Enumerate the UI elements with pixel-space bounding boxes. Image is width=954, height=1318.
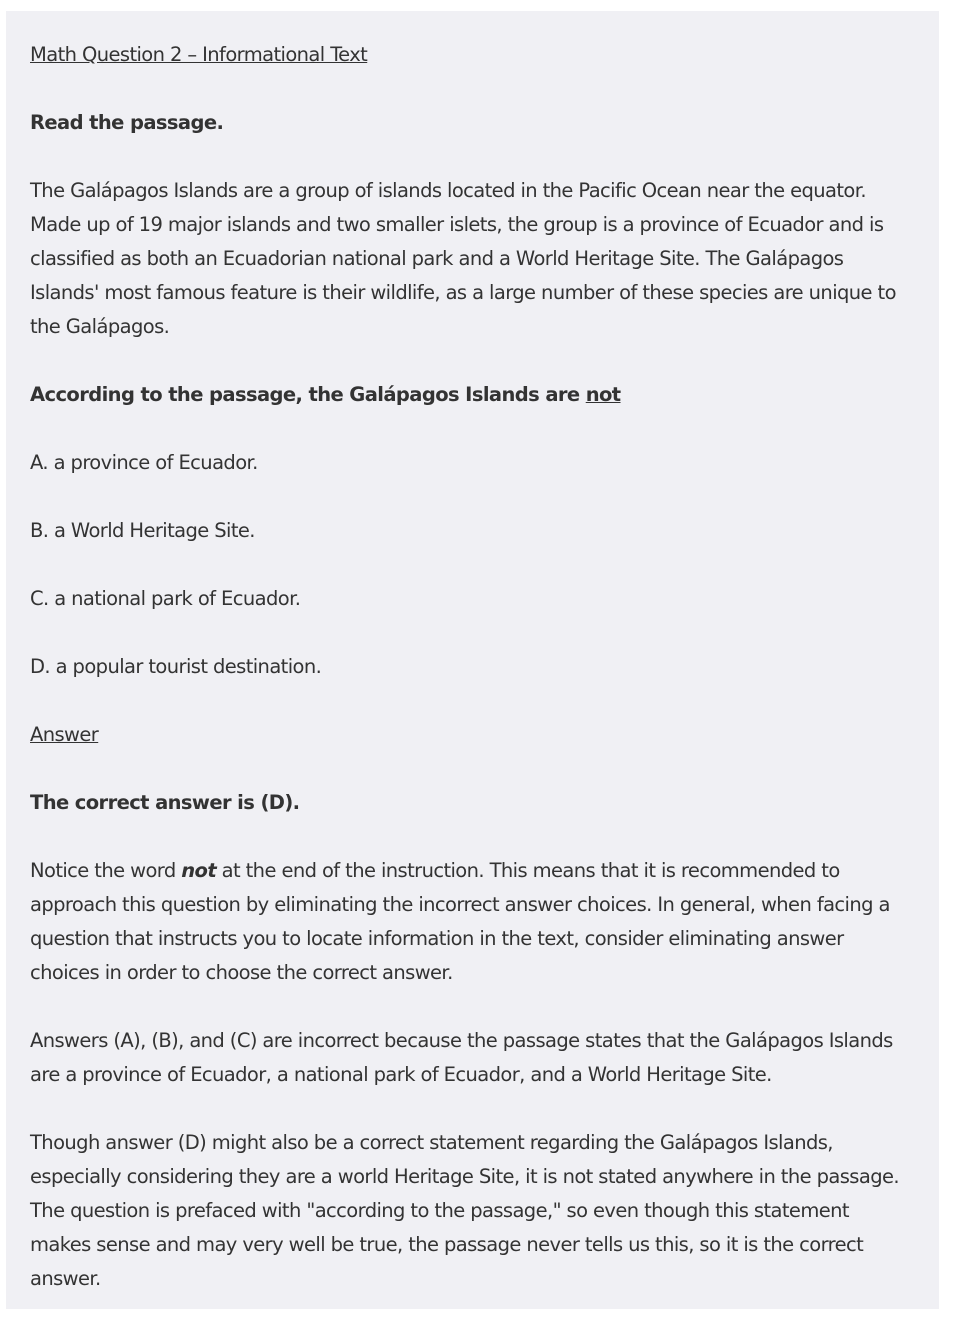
question-emphasis: not: [585, 383, 621, 406]
explanation-2: Answers (A), (B), and (C) are incorrect because the passage states that the Galápagos Islands are a province of Ecuador, a national park of Ecuador, and a World Heritage Site.: [30, 1029, 893, 1086]
question-title: Math Question 2 – Informational Text: [30, 43, 368, 66]
choice-a: A. a province of Ecuador.: [30, 451, 258, 474]
explanation-1-emphasis: not: [181, 859, 217, 882]
explanation-1: [30, 854, 915, 990]
answer-heading: Answer: [30, 723, 99, 746]
passage: The Galápagos Islands are a group of islands located in the Pacific Ocean near the equator. Made up of 19 major islands and two smaller islets, the group is a province of Ecuador and is classified as both an Ecuadorian national park and a World Heritage Site. The Galápagos Islands' most famous feature is their wildlife, as a large number of these species are unique to the Galápagos.: [30, 179, 896, 338]
question-prompt-text: According to the passage, the Galápagos Islands are: [30, 383, 586, 406]
choice-b: B. a World Heritage Site.: [30, 519, 255, 542]
explanation-1-after: at the end of the instruction. This means that it is recommended to approach this question by eliminating the incorrect answer choices. In general, when facing a question that instructs you to locate information in the text, consider eliminating answer choices in order to choose the correct answer.: [30, 859, 890, 984]
choice-d: D. a popular tourist destination.: [30, 655, 322, 678]
question-prompt: [30, 378, 915, 412]
explanation-3: Though answer (D) might also be a correct statement regarding the Galápagos Islands, especially considering they are a world Heritage Site, it is not stated anywhere in the passage. The question is prefaced with "according to the passage," so even though this statement makes sense and may very well be true, the passage never tells us this, so it is the correct answer.: [30, 1131, 899, 1290]
explanation-1-before: Notice the word: [30, 859, 182, 882]
question-panel: [6, 11, 939, 1309]
correct-answer: The correct answer is (D).: [30, 791, 300, 814]
choice-c: C. a national park of Ecuador.: [30, 587, 301, 610]
instruction: Read the passage.: [30, 111, 224, 134]
